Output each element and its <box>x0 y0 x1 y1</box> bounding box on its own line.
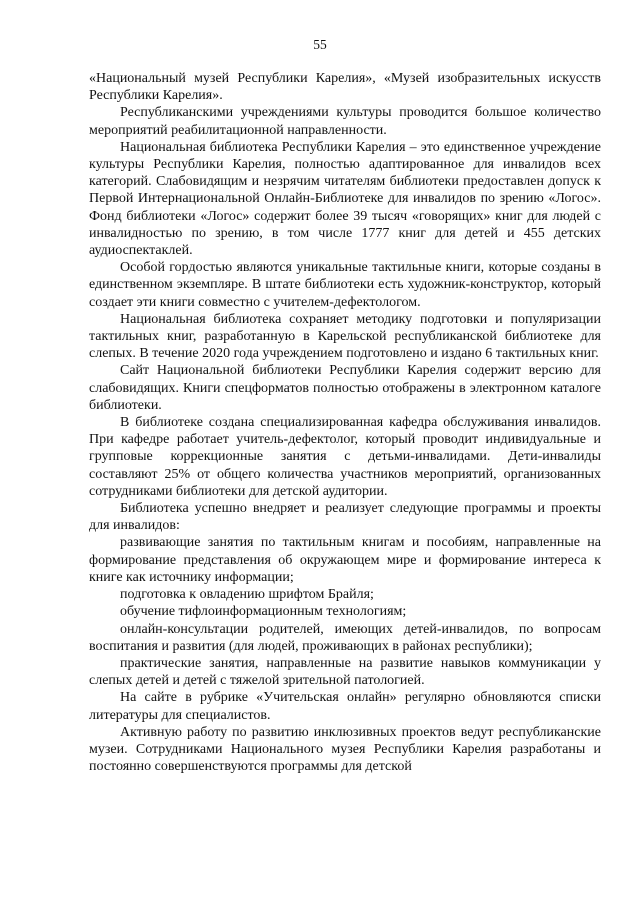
paragraph-library-website: Сайт Национальной библиотеки Республики Карелия содержит версию для слабовидящих. Книги спецформатов полностью отображены в электронном каталоге библиотеки. <box>89 363 601 413</box>
page-number: 55 <box>313 37 327 52</box>
list-item-parent-consultations: онлайн-консультации родителей, имеющих детей-инвалидов, по вопросам воспитания и развития (для людей, проживающих в районах республики); <box>89 621 601 654</box>
paragraph-service-department: В библиотеке создана специализированная кафедра обслуживания инвалидов. При кафедре работает учитель-дефектолог, который проводит индивидуальные и групповые коррекционные занятия с детьми-инвалидами. Дети-инвалиды составляют 25% от общего количества участников мероприятий, организованных сотрудниками библиотеки для детской аудитории. <box>89 415 601 499</box>
paragraph-teachers-online: На сайте в рубрике «Учительская онлайн» регулярно обновляются списки литературы для специалистов. <box>89 690 601 723</box>
paragraph-national-library: Национальная библиотека Республики Карелия – это единственное учреждение культуры Республики Карелия, полностью адаптированное для инвалидов всех категорий. Слабовидящим и незрячим читателям библиотеки предоставлен допуск к Первой Интернациональной Онлайн-Библиотеке для инвалидов по зрению «Логос». Фонд библиотеки «Логос» содержит более 39 тысяч «говорящих» книг для людей с инвалидностью по зрению, в том числе 1777 книг для детей и 455 детских аудиоспектаклей. <box>89 139 601 259</box>
paragraph-rehabilitation-events: Республиканскими учреждениями культуры проводится большое количество мероприятий реабилитационной направленности. <box>89 105 601 138</box>
paragraph-tactile-methodology: Национальная библиотека сохраняет методику подготовки и популяризации тактильных книг, разработанную в Карельской республиканской библиотеке для слепых. В течение 2020 года учреждением подготовлено и издано 6 тактильных книг. <box>89 311 601 362</box>
page-body <box>89 70 601 775</box>
paragraph-museums: «Национальный музей Республики Карелия», «Музей изобразительных искусств Республики Карелия». <box>89 71 601 104</box>
paragraph-programs-intro: Библиотека успешно внедряет и реализует следующие программы и проекты для инвалидов: <box>89 501 601 534</box>
list-item-communication-classes: практические занятия, направленные на развитие навыков коммуникации у слепых детей и детей с тяжелой зрительной патологией. <box>89 655 601 689</box>
list-item-typhlo-technology: обучение тифлоинформационным технологиям; <box>120 604 407 620</box>
paragraph-museum-inclusion: Активную работу по развитию инклюзивных проектов ведут республиканские музеи. Сотрудниками Национального музея Республики Карелия разработаны и постоянно совершенствуются программы для детской <box>89 724 601 775</box>
paragraph-tactile-books: Особой гордостью являются уникальные тактильные книги, которые созданы в единственном экземпляре. В штате библиотеки есть художник-конструктор, который создает эти книги совместно с учителем-дефектологом. <box>89 260 601 310</box>
list-item-tactile-classes: развивающие занятия по тактильным книгам и пособиям, направленные на формирование представления об окружающем мире и формирование интереса к книге как источнику информации; <box>89 535 601 585</box>
list-item-braille: подготовка к овладению шрифтом Брайля; <box>120 587 374 603</box>
